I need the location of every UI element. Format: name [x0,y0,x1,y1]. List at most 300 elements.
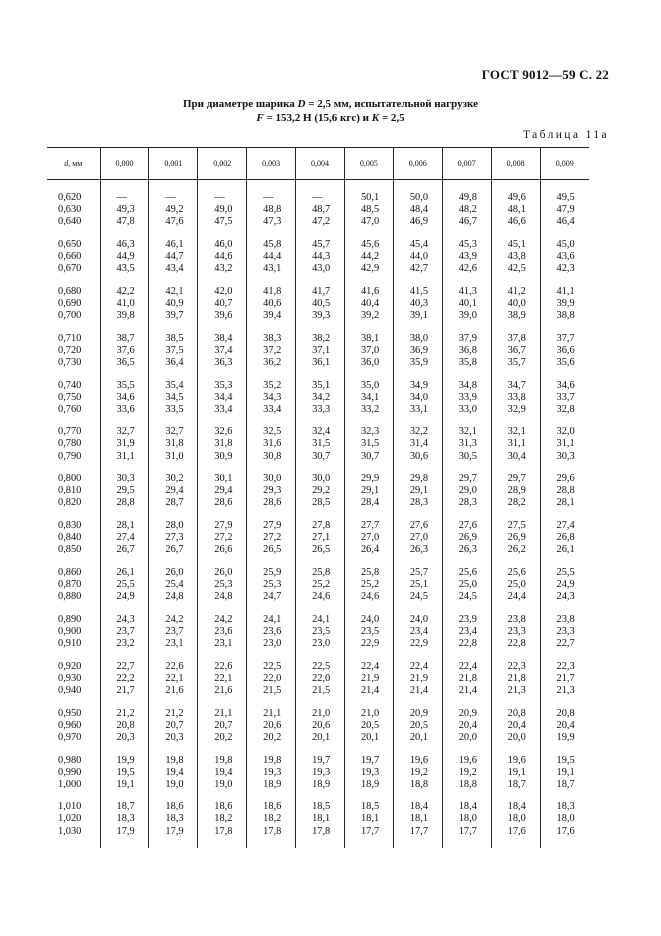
row-header-d: 0,860 [58,567,82,578]
spacer-cell [100,744,149,755]
table-cell: 37,8 [491,333,540,345]
row-header-d: 0,880 [58,591,82,603]
table-cell: 37,0 [344,345,393,357]
table-cell: 26,7 [100,544,149,556]
spacer-cell [296,275,345,286]
table-row [47,813,589,825]
spacer-cell [47,510,100,521]
table-cell: 30,9 [198,451,247,463]
table-cell: 28,3 [442,497,491,509]
table-cell: 33,8 [491,392,540,404]
spacer-cell [296,416,345,427]
table-cell: 36,4 [149,357,198,369]
spacer-row [47,556,589,567]
table-cell: 48,2 [442,204,491,216]
table-cell: 37,2 [247,345,296,357]
table-cell: 29,2 [296,485,345,497]
table-row [47,673,589,685]
table-cell: 35,0 [344,380,393,392]
table-cell: 23,7 [100,626,149,638]
spacer-cell [47,650,100,661]
table-cell: 21,8 [491,673,540,685]
spacer-cell [47,416,100,427]
column-header: 0,008 [491,148,540,180]
table-cell: 21,2 [149,708,198,720]
spacer-cell [540,510,589,521]
table-cell: 29,3 [247,485,296,497]
spacer-cell [47,228,100,239]
spacer-cell [47,463,100,474]
table-cell: 37,5 [149,345,198,357]
table-cell: 50,0 [393,192,442,204]
table-cell: 32,7 [149,426,198,438]
table-cell: 29,9 [344,473,393,485]
table-cell: 21,0 [296,708,345,720]
table-cell: 20,7 [198,720,247,732]
table-row [47,579,589,591]
spacer-cell [393,791,442,802]
spacer-cell [149,791,198,802]
table-cell: 31,5 [296,438,345,450]
table-cell: 26,8 [540,532,589,544]
table-cell: 30,2 [149,473,198,485]
spacer-cell [393,697,442,708]
spacer-cell [393,603,442,614]
spacer-cell [100,510,149,521]
spacer-cell [247,697,296,708]
table-cell: 19,1 [491,767,540,779]
table-cell: 36,9 [393,345,442,357]
table-cell: 22,8 [491,638,540,650]
spacer-cell [296,322,345,333]
table-cell: 39,2 [344,310,393,322]
table-cell: 44,3 [296,251,345,263]
spacer-cell [198,791,247,802]
table-cell: 22,4 [344,661,393,673]
table-cell: 23,6 [247,626,296,638]
spacer-cell [149,744,198,755]
table-cell: 42,3 [540,263,589,275]
table-cell: 23,2 [100,638,149,650]
spacer-cell [100,697,149,708]
row-header-d: 0,990 [58,766,82,778]
table-cell: 19,6 [491,755,540,767]
spacer-cell [149,650,198,661]
table-cell: 22,7 [540,638,589,650]
table-cell: 17,7 [442,826,491,838]
spacer-cell [344,838,393,848]
table-cell: 19,6 [442,755,491,767]
table-cell: 41,8 [247,286,296,298]
row-header-d: 0,620 [58,192,82,203]
table-cell: 17,8 [198,826,247,838]
table-cell: 38,8 [540,310,589,322]
table-cell: 30,0 [247,473,296,485]
spacer-cell [149,416,198,427]
table-cell: 18,7 [491,779,540,791]
table-cell: 33,4 [198,404,247,416]
table-cell: 20,4 [491,720,540,732]
table-cell: — [198,192,247,204]
table-cell: 37,6 [100,345,149,357]
table-cell: 31,8 [149,438,198,450]
table-cell: 20,9 [442,708,491,720]
spacer-cell [247,650,296,661]
table-cell: 19,2 [393,767,442,779]
row-header-d: 0,850 [58,544,82,556]
table-cell: 45,7 [296,239,345,251]
table-cell: 20,2 [198,732,247,744]
table-cell: 25,8 [296,567,345,579]
spacer-cell [100,791,149,802]
table-cell: 23,3 [491,626,540,638]
table-cell: 20,3 [149,732,198,744]
table-cell: 40,5 [296,298,345,310]
table-cell: 26,9 [442,532,491,544]
table-cell: 44,6 [198,251,247,263]
table-cell: 24,6 [344,591,393,603]
table-cell: 48,7 [296,204,345,216]
table-cell: 21,5 [296,685,345,697]
spacer-cell [198,838,247,848]
spacer-row [47,228,589,239]
table-cell: 42,6 [442,263,491,275]
table-cell: 27,9 [198,520,247,532]
table-cell: 22,9 [393,638,442,650]
table-cell: 17,9 [100,826,149,838]
table-cell: 28,6 [247,497,296,509]
table-cell: 19,8 [198,755,247,767]
table-cell: 36,6 [540,345,589,357]
table-cell: 33,7 [540,392,589,404]
table-cell: 32,9 [491,404,540,416]
table-cell: 47,3 [247,216,296,228]
row-header-d: 0,690 [58,297,82,309]
table-cell: 40,0 [491,298,540,310]
row-header-d: 0,820 [58,497,82,509]
table-cell: 47,2 [296,216,345,228]
table-header-row [47,148,589,180]
table-cell: 27,7 [344,520,393,532]
table-cell: 17,6 [491,826,540,838]
table-cell: 38,7 [100,333,149,345]
spacer-cell [149,463,198,474]
table-cell: 18,9 [247,779,296,791]
spacer-cell [296,697,345,708]
spacer-cell [491,369,540,380]
spacer-cell [491,322,540,333]
table-cell: 49,8 [442,192,491,204]
spacer-cell [344,603,393,614]
table-cell: 21,1 [247,708,296,720]
table-cell: 28,4 [344,497,393,509]
table-cell: 26,5 [247,544,296,556]
table-row [47,591,589,603]
spacer-cell [442,603,491,614]
table-cell: 45,6 [344,239,393,251]
table-cell: 49,6 [491,192,540,204]
table-cell: 28,7 [149,497,198,509]
table-cell: 18,0 [491,813,540,825]
table-cell: 18,4 [491,801,540,813]
table-cell: 31,5 [344,438,393,450]
spacer-cell [344,510,393,521]
spacer-cell [296,180,345,193]
table-cell: 18,4 [393,801,442,813]
spacer-cell [198,180,247,193]
table-cell: 20,8 [491,708,540,720]
table-cell: 32,1 [442,426,491,438]
table-cell: 20,4 [540,720,589,732]
table-cell: 26,2 [491,544,540,556]
table-cell: 33,4 [247,404,296,416]
table-cell: 21,1 [198,708,247,720]
table-cell: 24,7 [247,591,296,603]
table-cell: 37,7 [540,333,589,345]
table-cell: 18,1 [296,813,345,825]
table-row [47,357,589,369]
row-header-d: 0,980 [58,754,82,766]
spacer-cell [442,744,491,755]
spacer-cell [344,744,393,755]
table-cell: 20,0 [442,732,491,744]
table-cell: 42,5 [491,263,540,275]
table-row [47,755,589,767]
table-cell: 22,6 [149,661,198,673]
spacer-cell [344,228,393,239]
column-header: 0,006 [393,148,442,180]
table-cell: 21,9 [344,673,393,685]
column-header: 0,005 [344,148,393,180]
spacer-cell [198,416,247,427]
table-cell: 29,1 [393,485,442,497]
spacer-cell [149,697,198,708]
spacer-cell [442,556,491,567]
row-header-d: 0,700 [58,309,82,321]
table-cell: 26,7 [149,544,198,556]
spacer-cell [198,228,247,239]
table-row [47,310,589,322]
spacer-cell [247,556,296,567]
table-cell: 18,0 [540,813,589,825]
table-cell: 19,4 [198,767,247,779]
spacer-cell [491,838,540,848]
table-cell: 35,5 [100,380,149,392]
spacer-cell [47,322,100,333]
table-cell: 22,1 [198,673,247,685]
spacer-cell [100,463,149,474]
table-cell: 25,0 [491,579,540,591]
table-cell: 32,6 [198,426,247,438]
table-cell: — [100,192,149,204]
table-cell: 18,9 [296,779,345,791]
table-cell: 24,6 [296,591,345,603]
table-cell: 21,8 [442,673,491,685]
spacer-row [47,180,589,193]
table-cell: 45,1 [491,239,540,251]
table-row [47,732,589,744]
table-cell: 26,0 [198,567,247,579]
spacer-cell [247,228,296,239]
table-cell: 28,8 [540,485,589,497]
table-cell: 18,3 [100,813,149,825]
table-row [47,438,589,450]
table-cell: 25,1 [393,579,442,591]
table-cell: 39,7 [149,310,198,322]
table-row [47,298,589,310]
spacer-cell [393,650,442,661]
table-cell: 47,8 [100,216,149,228]
table-cell: 21,5 [247,685,296,697]
table-cell: 23,8 [491,614,540,626]
table-cell: 19,4 [149,767,198,779]
spacer-cell [344,697,393,708]
spacer-cell [540,556,589,567]
table-cell: 31,1 [100,451,149,463]
table-cell: 18,9 [344,779,393,791]
spacer-cell [296,463,345,474]
table-cell: 18,7 [540,779,589,791]
table-cell: 19,1 [100,779,149,791]
table-cell: 19,3 [344,767,393,779]
table-cell: 18,8 [393,779,442,791]
table-cell: 30,1 [198,473,247,485]
table-cell: 32,3 [344,426,393,438]
table-cell: 29,5 [100,485,149,497]
table-cell: 44,2 [344,251,393,263]
table-row [47,532,589,544]
table-cell: 32,4 [296,426,345,438]
table-cell: 47,6 [149,216,198,228]
table-body [47,180,589,848]
table-cell: 29,6 [540,473,589,485]
table-cell: 38,3 [247,333,296,345]
spacer-cell [247,369,296,380]
table-cell: 35,4 [149,380,198,392]
table-cell: 17,8 [296,826,345,838]
table-cell: 43,8 [491,251,540,263]
spacer-cell [47,275,100,286]
table-cell: 22,7 [100,661,149,673]
table-cell: 49,3 [100,204,149,216]
table-cell: 28,5 [296,497,345,509]
table-cell: 37,4 [198,345,247,357]
table-cell: 24,9 [100,591,149,603]
table-cell: 18,7 [100,801,149,813]
table-cell: 48,5 [344,204,393,216]
table-cell: 22,9 [344,638,393,650]
spacer-cell [393,744,442,755]
spacer-cell [393,463,442,474]
table-row [47,263,589,275]
table-cell: 41,2 [491,286,540,298]
table-cell: 25,5 [540,567,589,579]
table-cell: 43,1 [247,263,296,275]
spacer-cell [296,369,345,380]
spacer-cell [393,416,442,427]
spacer-cell [149,556,198,567]
spacer-cell [100,416,149,427]
spacer-cell [393,180,442,193]
table-cell: 23,1 [198,638,247,650]
spacer-row [47,791,589,802]
spacer-cell [198,322,247,333]
spacer-cell [149,838,198,848]
table-cell: 18,3 [149,813,198,825]
table-cell: 35,3 [198,380,247,392]
spacer-cell [491,180,540,193]
table-cell: 21,4 [442,685,491,697]
table-cell: 18,2 [198,813,247,825]
table-cell: 18,0 [442,813,491,825]
table-row [47,216,589,228]
table-cell: 18,6 [149,801,198,813]
spacer-cell [149,228,198,239]
table-cell: 23,1 [149,638,198,650]
table-cell: 32,7 [100,426,149,438]
spacer-row [47,744,589,755]
table-cell: 43,5 [100,263,149,275]
table-cell: 32,0 [540,426,589,438]
table-cell: 19,8 [247,755,296,767]
table-cell: 22,5 [247,661,296,673]
table-cell: 39,6 [198,310,247,322]
table-cell: 26,3 [393,544,442,556]
spacer-cell [198,650,247,661]
table-cell: 46,3 [100,239,149,251]
table-cell: 28,1 [100,520,149,532]
table-cell: 22,5 [296,661,345,673]
spacer-cell [47,556,100,567]
hardness-table [47,147,589,848]
table-cell: 38,5 [149,333,198,345]
spacer-cell [198,603,247,614]
table-cell: 22,2 [100,673,149,685]
row-header-d: 0,770 [58,426,82,438]
table-cell: 45,8 [247,239,296,251]
spacer-cell [247,744,296,755]
table-cell: 43,4 [149,263,198,275]
table-label: Таблица 11а [522,129,609,141]
table-cell: 24,0 [344,614,393,626]
table-cell: 34,0 [393,392,442,404]
table-cell: 45,0 [540,239,589,251]
spacer-cell [442,322,491,333]
column-header-d: d, мм [47,148,100,180]
table-cell: 48,4 [393,204,442,216]
table-cell: 26,6 [198,544,247,556]
table-cell: 21,2 [100,708,149,720]
table-cell: 23,4 [393,626,442,638]
spacer-cell [491,275,540,286]
table-cell: 40,3 [393,298,442,310]
table-cell: 28,1 [540,497,589,509]
table-cell: 44,0 [393,251,442,263]
table-cell: 30,8 [247,451,296,463]
table-cell: 35,1 [296,380,345,392]
table-cell: 30,3 [100,473,149,485]
spacer-cell [540,369,589,380]
spacer-cell [198,556,247,567]
row-header-d: 0,760 [58,403,82,415]
table-cell: 24,2 [149,614,198,626]
spacer-cell [198,463,247,474]
table-cell: 35,7 [491,357,540,369]
table-cell: 21,6 [149,685,198,697]
table-cell: 26,3 [442,544,491,556]
table-cell: 19,2 [442,767,491,779]
spacer-cell [100,180,149,193]
